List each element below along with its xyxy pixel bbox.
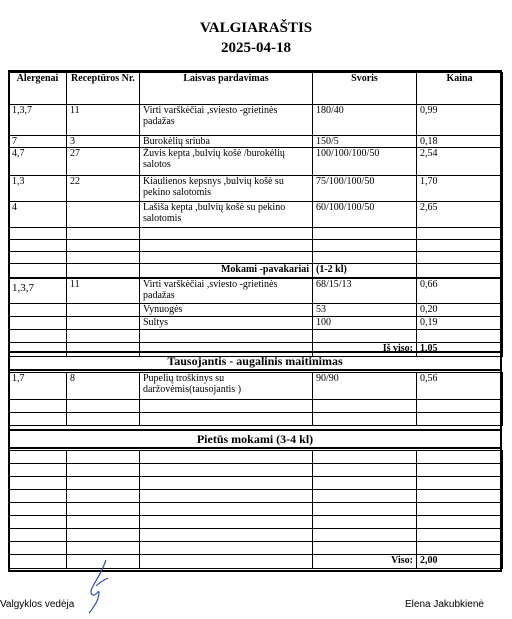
- table-row: [9, 373, 503, 400]
- header-allergens: Alergenai: [9, 73, 67, 105]
- cell-weight: 60/100/100/50: [313, 202, 417, 228]
- sparing-section-title: Tausojantis - augalinis maitinimas: [8, 351, 502, 371]
- table-row: [9, 516, 503, 529]
- cell-name: Virti varškėčiai ,sviesto -grietinės padažas: [140, 278, 313, 304]
- table-row: [9, 542, 503, 555]
- cell-price: 0,20: [417, 304, 503, 317]
- cell-name: Sultys: [140, 317, 313, 330]
- table-row: [9, 490, 503, 503]
- cell-recipe: 22: [67, 176, 140, 202]
- cell-allergens: 1,3: [9, 176, 67, 202]
- cell-recipe: 8: [67, 373, 140, 400]
- cell-price: 0,66: [417, 278, 503, 304]
- table-row: [9, 202, 503, 228]
- cell-allergens: 1,7: [9, 373, 67, 400]
- header-weight: Svoris: [313, 73, 417, 105]
- cell-allergens: 1,3,7: [9, 278, 67, 304]
- table-row: [9, 400, 503, 413]
- menu-table-lunch: [8, 450, 503, 569]
- cell-price: 0,56: [417, 373, 503, 400]
- table-row: [9, 477, 503, 490]
- cell-weight: 90/90: [313, 373, 417, 400]
- cell-recipe: [67, 304, 140, 317]
- cell-allergens: 4,7: [9, 148, 67, 176]
- table-row: [9, 228, 503, 240]
- snack-title: Mokami -pavakariai: [140, 264, 313, 278]
- snack-classes: (1-2 kl): [313, 264, 417, 278]
- header-recipe-no: Receptūros Nr.: [67, 73, 140, 105]
- menu-table-main: [8, 72, 503, 357]
- cell-name: Lašiša kepta ,bulvių košė su pekino salotomis: [140, 202, 313, 228]
- snack-total: 1,05: [417, 343, 503, 357]
- table-row: [9, 136, 503, 148]
- cell-weight: 150/5: [313, 136, 417, 148]
- cell-name: Kiaulienos kepsnys ,bulvių košė su pekino salotomis: [140, 176, 313, 202]
- cell-price: 1,70: [417, 176, 503, 202]
- table-row: [9, 148, 503, 176]
- lunch-total: 2,00: [417, 555, 503, 569]
- cell-recipe: 27: [67, 148, 140, 176]
- table-row: [9, 413, 503, 426]
- lunch-total-label: Viso:: [313, 555, 417, 569]
- snack-title-row: [9, 264, 503, 278]
- table-row: [9, 317, 503, 330]
- cell-weight: 180/40: [313, 105, 417, 136]
- footer-manager-title: Valgyklos vedėja: [0, 599, 75, 610]
- menu-table-sparing: [8, 372, 503, 426]
- signature-scribble: [84, 558, 114, 614]
- cell-price: 2,65: [417, 202, 503, 228]
- table-row: [9, 278, 503, 304]
- page-date: 2025-04-18: [221, 40, 291, 56]
- cell-recipe: 3: [67, 136, 140, 148]
- cell-recipe: [67, 202, 140, 228]
- header-price: Kaina: [417, 73, 503, 105]
- cell-weight: 68/15/13: [313, 278, 417, 304]
- cell-price: 2,54: [417, 148, 503, 176]
- cell-name: Pupelių troškinys su daržovėmis(tausojantis ): [140, 373, 313, 400]
- lunch-total-row: [9, 555, 503, 569]
- table-row: [9, 464, 503, 477]
- table-row: [9, 529, 503, 542]
- cell-price: 0,19: [417, 317, 503, 330]
- table-row: [9, 240, 503, 252]
- cell-name: Virti varškėčiai ,sviesto -grietinės padažas: [140, 105, 313, 136]
- header-name: Laisvas pardavimas: [140, 73, 313, 105]
- cell-allergens: 4: [9, 202, 67, 228]
- table-header: [9, 73, 503, 105]
- table-row: [9, 252, 503, 264]
- cell-weight: 100/100/100/50: [313, 148, 417, 176]
- cell-price: 0,18: [417, 136, 503, 148]
- table-row: [9, 330, 503, 343]
- table-row: [9, 105, 503, 136]
- table-row: [9, 503, 503, 516]
- cell-allergens: 1,3,7: [9, 105, 67, 136]
- cell-name: Žuvis kepta ,bulvių košė /burokėlių salotos: [140, 148, 313, 176]
- cell-weight: 75/100/100/50: [313, 176, 417, 202]
- cell-price: 0,99: [417, 105, 503, 136]
- cell-recipe: [67, 317, 140, 330]
- table-row: [9, 304, 503, 317]
- snack-total-label: Iš viso:: [313, 343, 417, 357]
- table-row: [9, 451, 503, 464]
- cell-recipe: 11: [67, 105, 140, 136]
- lunch-section-title: Pietūs mokami (3-4 kl): [8, 429, 502, 449]
- cell-allergens: [9, 317, 67, 330]
- cell-allergens: [9, 304, 67, 317]
- cell-recipe: 11: [67, 278, 140, 304]
- footer-manager-name: Elena Jakubkienė: [405, 599, 484, 610]
- cell-allergens: 7: [9, 136, 67, 148]
- table-row: [9, 176, 503, 202]
- cell-name: Vynuogės: [140, 304, 313, 317]
- cell-name: Burokėlių sriuba: [140, 136, 313, 148]
- cell-weight: 53: [313, 304, 417, 317]
- cell-weight: 100: [313, 317, 417, 330]
- page-title: VALGIARAŠTIS: [199, 20, 313, 36]
